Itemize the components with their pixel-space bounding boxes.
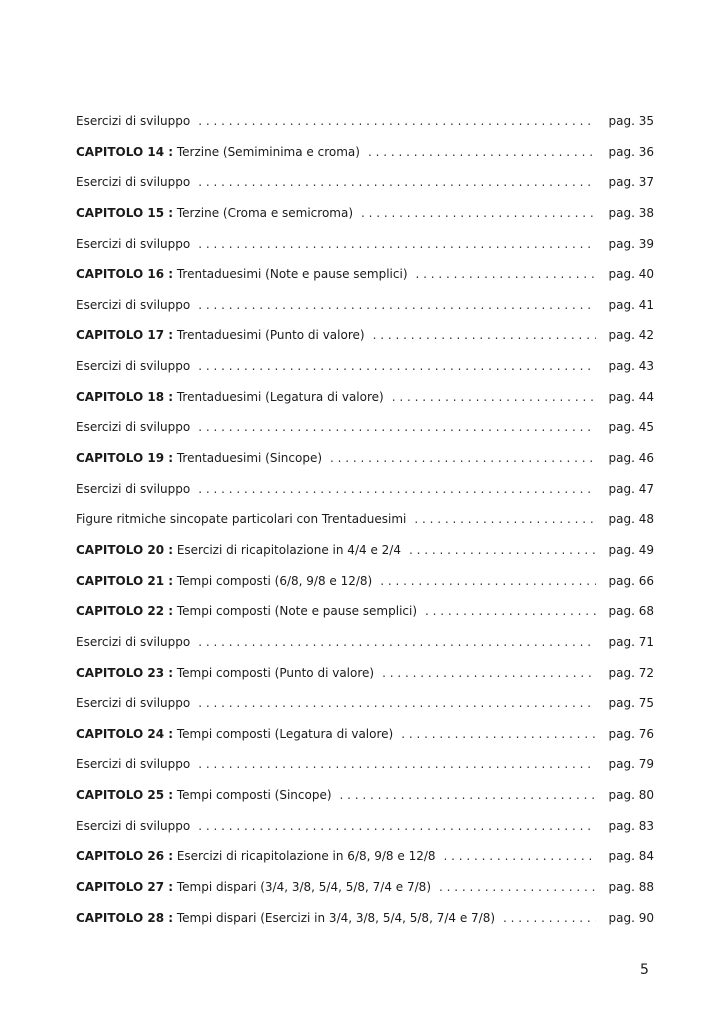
toc-entry — [76, 206, 654, 237]
toc-entry-label — [76, 849, 436, 863]
toc-entry-label — [76, 880, 431, 894]
toc-entry — [76, 635, 654, 666]
dot-leader — [198, 298, 596, 312]
entry-title: Tempi composti (6/8, 9/8 e 12/8) — [176, 573, 373, 588]
toc-entry — [76, 574, 654, 605]
toc-entry — [76, 696, 654, 727]
toc-entry-label — [76, 666, 374, 680]
toc-entry — [76, 145, 654, 176]
chapter-number: CAPITOLO 27 : — [76, 880, 174, 895]
toc-entry — [76, 390, 654, 421]
dot-leader — [198, 635, 596, 649]
dot-leader — [198, 359, 596, 373]
chapter-number: CAPITOLO 23 : — [76, 665, 174, 680]
toc-entry-label — [76, 267, 408, 281]
toc-entry — [76, 604, 654, 635]
entry-title: Trentaduesimi (Punto di valore) — [176, 328, 365, 343]
dot-leader — [198, 757, 596, 771]
entry-page: pag. 72 — [608, 665, 654, 680]
entry-title: Tempi composti (Punto di valore) — [176, 665, 375, 680]
toc-entry — [76, 849, 654, 880]
toc-entry-label — [76, 114, 190, 128]
entry-page: pag. 47 — [608, 481, 654, 496]
toc-entry-label — [76, 145, 360, 159]
toc-entry — [76, 175, 654, 206]
table-of-contents — [76, 114, 654, 941]
chapter-number: CAPITOLO 22 : — [76, 604, 174, 619]
entry-page: pag. 40 — [608, 267, 654, 282]
chapter-number: CAPITOLO 26 : — [76, 849, 174, 864]
chapter-number: CAPITOLO 21 : — [76, 573, 174, 588]
chapter-number: CAPITOLO 18 : — [76, 389, 174, 404]
dot-leader — [392, 390, 596, 404]
entry-page: pag. 71 — [608, 634, 654, 649]
dot-leader — [368, 145, 596, 159]
dot-leader — [198, 114, 596, 128]
dot-leader — [373, 328, 596, 342]
toc-entry — [76, 482, 654, 513]
entry-page: pag. 35 — [608, 114, 654, 128]
chapter-number: CAPITOLO 25 : — [76, 788, 174, 803]
entry-title: Terzine (Semiminima e croma) — [176, 144, 360, 159]
dot-leader — [401, 727, 596, 741]
entry-title: Trentaduesimi (Sincope) — [176, 451, 323, 466]
entry-page: pag. 48 — [608, 512, 654, 527]
toc-entry — [76, 267, 654, 298]
entry-title: Esercizi di sviluppo — [76, 757, 191, 772]
chapter-number: CAPITOLO 15 : — [76, 205, 174, 220]
entry-page: pag. 38 — [608, 205, 654, 220]
toc-entry — [76, 757, 654, 788]
chapter-number: CAPITOLO 28 : — [76, 910, 174, 925]
entry-page: pag. 83 — [608, 818, 654, 833]
toc-entry — [76, 543, 654, 574]
dot-leader — [340, 788, 596, 802]
dot-leader — [198, 237, 596, 251]
toc-entry-label — [76, 604, 417, 618]
dot-leader — [503, 911, 596, 925]
dot-leader — [198, 420, 596, 434]
dot-leader — [198, 175, 596, 189]
entry-page: pag. 68 — [608, 604, 654, 619]
toc-entry — [76, 328, 654, 359]
toc-entry — [76, 666, 654, 697]
entry-page: pag. 46 — [608, 451, 654, 466]
toc-entry-label — [76, 574, 372, 588]
dot-leader — [198, 482, 596, 496]
toc-entry — [76, 451, 654, 482]
toc-entry-label — [76, 237, 190, 251]
entry-title: Trentaduesimi (Note e pause semplici) — [176, 267, 408, 282]
toc-entry-label — [76, 635, 190, 649]
dot-leader — [414, 512, 596, 526]
dot-leader — [380, 574, 596, 588]
entry-page: pag. 49 — [608, 542, 654, 557]
toc-entry-label — [76, 757, 190, 771]
toc-entry-label — [76, 420, 190, 434]
chapter-number: CAPITOLO 16 : — [76, 267, 174, 282]
entry-title: Esercizi di sviluppo — [76, 236, 191, 251]
entry-page: pag. 44 — [608, 389, 654, 404]
toc-entry — [76, 727, 654, 758]
entry-title: Esercizi di sviluppo — [76, 818, 191, 833]
toc-entry — [76, 788, 654, 819]
entry-title: Esercizi di sviluppo — [76, 420, 191, 435]
entry-page: pag. 39 — [608, 236, 654, 251]
dot-leader — [416, 267, 596, 281]
dot-leader — [198, 696, 596, 710]
entry-title: Tempi composti (Sincope) — [176, 788, 332, 803]
entry-title: Tempi composti (Legatura di valore) — [176, 726, 394, 741]
entry-page: pag. 66 — [608, 573, 654, 588]
chapter-number: CAPITOLO 17 : — [76, 328, 174, 343]
toc-entry — [76, 237, 654, 268]
toc-entry — [76, 512, 654, 543]
toc-entry-label — [76, 543, 401, 557]
toc-entry-label — [76, 788, 332, 802]
toc-entry-label — [76, 206, 353, 220]
entry-title: Esercizi di ricapitolazione in 6/8, 9/8 e 12/8 — [176, 849, 436, 864]
toc-entry-label — [76, 390, 384, 404]
entry-title: Esercizi di sviluppo — [76, 175, 191, 190]
entry-page: pag. 79 — [608, 757, 654, 772]
entry-page: pag. 88 — [608, 880, 654, 895]
entry-title: Esercizi di ricapitolazione in 4/4 e 2/4 — [176, 542, 401, 557]
entry-title: Esercizi di sviluppo — [76, 634, 191, 649]
chapter-number: CAPITOLO 24 : — [76, 726, 174, 741]
toc-entry-label — [76, 359, 190, 373]
entry-page: pag. 37 — [608, 175, 654, 190]
entry-page: pag. 43 — [608, 359, 654, 374]
entry-page: pag. 36 — [608, 144, 654, 159]
toc-entry-label — [76, 819, 190, 833]
entry-page: pag. 84 — [608, 849, 654, 864]
toc-entry-label — [76, 298, 190, 312]
toc-entry-label — [76, 328, 365, 342]
toc-entry — [76, 359, 654, 390]
toc-entry-label — [76, 512, 406, 526]
dot-leader — [382, 666, 596, 680]
toc-entry — [76, 911, 654, 942]
toc-entry — [76, 114, 654, 145]
toc-entry — [76, 880, 654, 911]
dot-leader — [361, 206, 596, 220]
dot-leader — [425, 604, 596, 618]
entry-title: Esercizi di sviluppo — [76, 114, 191, 128]
toc-entry-label — [76, 451, 322, 465]
toc-entry-label — [76, 727, 393, 741]
toc-entry-label — [76, 482, 190, 496]
page-number: 5 — [640, 962, 649, 978]
entry-title: Esercizi di sviluppo — [76, 696, 191, 711]
entry-page: pag. 75 — [608, 696, 654, 711]
entry-page: pag. 45 — [608, 420, 654, 435]
toc-entry-label — [76, 696, 190, 710]
entry-page: pag. 76 — [608, 726, 654, 741]
toc-entry-label — [76, 911, 495, 925]
entry-title: Tempi dispari (Esercizi in 3/4, 3/8, 5/4, 5/8, 7/4 e 7/8) — [176, 910, 496, 925]
entry-title: Trentaduesimi (Legatura di valore) — [176, 389, 384, 404]
dot-leader — [198, 819, 596, 833]
entry-page: pag. 80 — [608, 788, 654, 803]
dot-leader — [330, 451, 596, 465]
toc-entry — [76, 819, 654, 850]
entry-title: Terzine (Croma e semicroma) — [176, 205, 354, 220]
dot-leader — [409, 543, 596, 557]
entry-title: Tempi dispari (3/4, 3/8, 5/4, 5/8, 7/4 e 7/8) — [176, 880, 431, 895]
chapter-number: CAPITOLO 20 : — [76, 542, 174, 557]
entry-page: pag. 41 — [608, 297, 654, 312]
toc-entry — [76, 420, 654, 451]
entry-title: Esercizi di sviluppo — [76, 297, 191, 312]
dot-leader — [444, 849, 596, 863]
entry-title: Figure ritmiche sincopate particolari con Trentaduesimi — [76, 512, 407, 527]
toc-entry — [76, 298, 654, 329]
entry-page: pag. 90 — [608, 910, 654, 925]
entry-page: pag. 42 — [608, 328, 654, 343]
entry-title: Tempi composti (Note e pause semplici) — [176, 604, 418, 619]
toc-entry-label — [76, 175, 190, 189]
entry-title: Esercizi di sviluppo — [76, 481, 191, 496]
dot-leader — [439, 880, 596, 894]
chapter-number: CAPITOLO 14 : — [76, 144, 174, 159]
chapter-number: CAPITOLO 19 : — [76, 451, 174, 466]
entry-title: Esercizi di sviluppo — [76, 359, 191, 374]
